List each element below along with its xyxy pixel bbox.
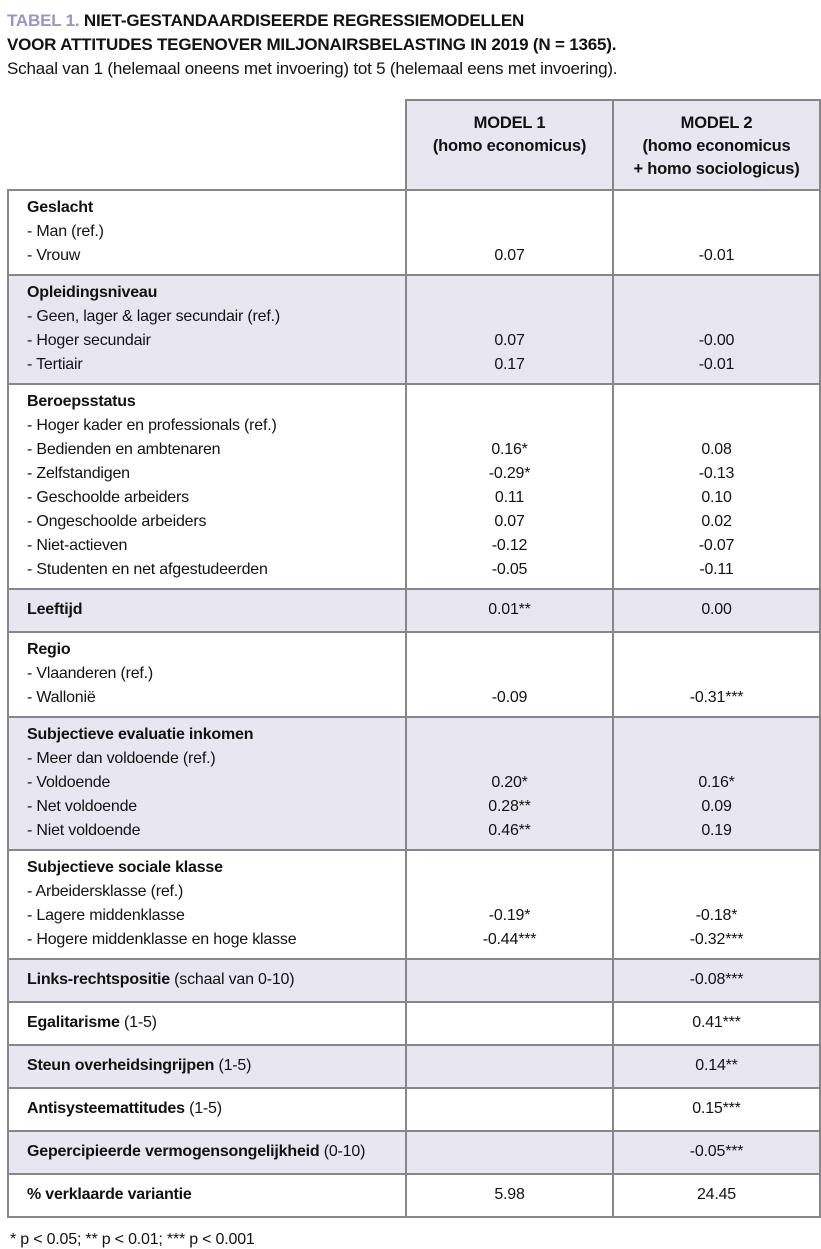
table-row xyxy=(8,1088,820,1131)
row-label-cell xyxy=(8,329,406,353)
row-label-cell xyxy=(8,275,406,305)
coefficient-cell-m1: 0.07 xyxy=(406,329,613,353)
table-row xyxy=(8,486,820,510)
row-label-bold: % verklaarde variantie xyxy=(27,1186,192,1203)
coefficient-cell-m2: 0.10 xyxy=(613,486,820,510)
coefficient-cell-m2: 0.16* xyxy=(613,771,820,795)
row-label-text: - Wallonië xyxy=(27,689,96,706)
row-label-cell xyxy=(8,1174,406,1217)
coefficient-cell-m1 xyxy=(406,662,613,686)
model1-subtitle: (homo economicus) xyxy=(432,137,587,155)
row-label-text: - Arbeidersklasse (ref.) xyxy=(27,883,184,900)
row-label-cell xyxy=(8,353,406,384)
coefficient-cell-m1: 0.16* xyxy=(406,438,613,462)
coefficient-cell-m2: 0.08 xyxy=(613,438,820,462)
row-label-cell xyxy=(8,414,406,438)
row-label-text: - Hoger secundair xyxy=(27,332,151,349)
coefficient-cell-m2 xyxy=(613,662,820,686)
table-row xyxy=(8,384,820,414)
coefficient-cell-m1 xyxy=(406,1088,613,1131)
row-label-text: - Meer dan voldoende (ref.) xyxy=(27,750,216,767)
row-label-bold: Gepercipieerde vermogensongelijkheid xyxy=(27,1143,320,1160)
coefficient-cell-m2 xyxy=(613,275,820,305)
row-label-cell xyxy=(8,305,406,329)
row-label-cell xyxy=(8,771,406,795)
coefficient-cell-m1 xyxy=(406,414,613,438)
row-label-cell xyxy=(8,959,406,1002)
table-row xyxy=(8,1174,820,1217)
coefficient-cell-m2 xyxy=(613,305,820,329)
row-label-text: - Lagere middenklasse xyxy=(27,907,185,924)
row-label-cell xyxy=(8,1088,406,1131)
regression-table xyxy=(7,99,821,1218)
table-title-block xyxy=(7,9,817,81)
coefficient-cell-m2: 0.14** xyxy=(613,1045,820,1088)
row-label-bold: Beroepsstatus xyxy=(27,393,136,410)
row-label-cell xyxy=(8,534,406,558)
row-label-cell xyxy=(8,1002,406,1045)
table-row xyxy=(8,558,820,589)
row-label-text: - Man (ref.) xyxy=(27,223,104,240)
row-label-cell xyxy=(8,717,406,747)
coefficient-cell-m2 xyxy=(613,717,820,747)
table-row xyxy=(8,1131,820,1174)
coefficient-cell-m2: 0.09 xyxy=(613,795,820,819)
table-row xyxy=(8,904,820,928)
table-row xyxy=(8,305,820,329)
row-label-cell xyxy=(8,486,406,510)
coefficient-cell-m1: 0.11 xyxy=(406,486,613,510)
row-label-text: - Vlaanderen (ref.) xyxy=(27,665,154,682)
coefficient-cell-m2: 24.45 xyxy=(613,1174,820,1217)
coefficient-cell-m2: 0.41*** xyxy=(613,1002,820,1045)
title-line-2: VOOR ATTITUDES TEGENOVER MILJONAIRSBELASTING IN 2019 (N = 1365). xyxy=(7,35,617,54)
coefficient-cell-m2: -0.01 xyxy=(613,353,820,384)
table-row xyxy=(8,510,820,534)
row-label-cell xyxy=(8,462,406,486)
row-label-bold: Leeftijd xyxy=(27,601,83,618)
significance-footnote: * p < 0.05; ** p < 0.01; *** p < 0.001 xyxy=(10,1231,255,1248)
table-row xyxy=(8,244,820,275)
row-label-text: - Studenten en net afgestudeerden xyxy=(27,561,268,578)
coefficient-cell-m1: 0.07 xyxy=(406,510,613,534)
row-label-cell xyxy=(8,850,406,880)
row-label-bold: Opleidingsniveau xyxy=(27,284,158,301)
coefficient-cell-m1: -0.19* xyxy=(406,904,613,928)
coefficient-cell-m1: -0.12 xyxy=(406,534,613,558)
model1-name: MODEL 1 xyxy=(473,114,546,132)
row-label-cell xyxy=(8,686,406,717)
coefficient-cell-m2 xyxy=(613,850,820,880)
coefficient-cell-m2 xyxy=(613,190,820,220)
row-label-text: - Tertiair xyxy=(27,356,83,373)
coefficient-cell-m2 xyxy=(613,220,820,244)
coefficient-cell-m1 xyxy=(406,305,613,329)
row-label-text: (1-5) xyxy=(214,1057,252,1074)
coefficient-cell-m1: -0.44*** xyxy=(406,928,613,959)
coefficient-cell-m1 xyxy=(406,1045,613,1088)
coefficient-cell-m1: 0.01** xyxy=(406,589,613,632)
table-body xyxy=(8,190,820,1217)
row-label-cell xyxy=(8,1045,406,1088)
coefficient-cell-m1: 0.07 xyxy=(406,244,613,275)
coefficient-cell-m1 xyxy=(406,747,613,771)
row-label-cell xyxy=(8,795,406,819)
row-label-bold: Links-rechtspositie xyxy=(27,971,170,988)
coefficient-cell-m1 xyxy=(406,190,613,220)
coefficient-cell-m2: -0.07 xyxy=(613,534,820,558)
row-label-text: (1-5) xyxy=(119,1014,157,1031)
title-subtitle: Schaal van 1 (helemaal oneens met invoering) tot 5 (helemaal eens met invoering). xyxy=(7,59,618,78)
model2-name: MODEL 2 xyxy=(680,114,753,132)
row-label-cell xyxy=(8,244,406,275)
coefficient-cell-m1: 5.98 xyxy=(406,1174,613,1217)
coefficient-cell-m2 xyxy=(613,880,820,904)
table-row xyxy=(8,414,820,438)
table-row xyxy=(8,717,820,747)
table-row xyxy=(8,632,820,662)
table-row xyxy=(8,662,820,686)
row-label-cell xyxy=(8,904,406,928)
coefficient-cell-m2: 0.15*** xyxy=(613,1088,820,1131)
row-label-text: - Niet voldoende xyxy=(27,822,141,839)
coefficient-cell-m1: 0.46** xyxy=(406,819,613,850)
table-row xyxy=(8,438,820,462)
table-row xyxy=(8,1002,820,1045)
table-row xyxy=(8,795,820,819)
row-label-cell xyxy=(8,220,406,244)
row-label-text: - Geen, lager & lager secundair (ref.) xyxy=(27,308,280,325)
coefficient-cell-m2: 0.19 xyxy=(613,819,820,850)
row-label-bold: Steun overheidsingrijpen xyxy=(27,1057,215,1074)
coefficient-cell-m2: -0.01 xyxy=(613,244,820,275)
coefficient-cell-m1 xyxy=(406,717,613,747)
coefficient-cell-m2 xyxy=(613,747,820,771)
row-label-text: (schaal van 0-10) xyxy=(169,971,295,988)
coefficient-cell-m2: -0.08*** xyxy=(613,959,820,1002)
table-row xyxy=(8,353,820,384)
coefficient-cell-m2: -0.18* xyxy=(613,904,820,928)
row-label-cell xyxy=(8,384,406,414)
row-label-text: - Net voldoende xyxy=(27,798,137,815)
row-label-text: - Bedienden en ambtenaren xyxy=(27,441,221,458)
row-label-text: - Niet-actieven xyxy=(27,537,128,554)
row-label-text: - Zelfstandigen xyxy=(27,465,130,482)
row-label-cell xyxy=(8,632,406,662)
table-row xyxy=(8,1045,820,1088)
table-row xyxy=(8,275,820,305)
coefficient-cell-m1 xyxy=(406,1002,613,1045)
table-row xyxy=(8,329,820,353)
model2-subtitle: (homo economicus xyxy=(642,137,791,155)
row-label-cell xyxy=(8,1131,406,1174)
row-label-text: - Voldoende xyxy=(27,774,111,791)
coefficient-cell-m1: 0.28** xyxy=(406,795,613,819)
coefficient-cell-m2: 0.02 xyxy=(613,510,820,534)
table-row xyxy=(8,220,820,244)
table-row xyxy=(8,850,820,880)
row-label-text: - Vrouw xyxy=(27,247,81,264)
coefficient-cell-m2 xyxy=(613,632,820,662)
title-text: NIET-GESTANDAARDISEERDE REGRESSIEMODELLEN xyxy=(79,11,525,30)
header-row xyxy=(8,100,820,190)
row-label-cell xyxy=(8,747,406,771)
coefficient-cell-m1 xyxy=(406,384,613,414)
row-label-cell xyxy=(8,438,406,462)
table-corner xyxy=(8,100,406,190)
row-label-bold: Antisysteemattitudes xyxy=(27,1100,185,1117)
coefficient-cell-m1 xyxy=(406,275,613,305)
coefficient-cell-m2: -0.32*** xyxy=(613,928,820,959)
table-row xyxy=(8,534,820,558)
row-label-text: - Ongeschoolde arbeiders xyxy=(27,513,207,530)
table-row xyxy=(8,771,820,795)
coefficient-cell-m2: -0.13 xyxy=(613,462,820,486)
table-row xyxy=(8,819,820,850)
coefficient-cell-m1 xyxy=(406,1131,613,1174)
row-label-bold: Geslacht xyxy=(27,199,93,216)
coefficient-cell-m1 xyxy=(406,880,613,904)
title-line-1 xyxy=(7,9,817,33)
table-row xyxy=(8,686,820,717)
row-label-cell xyxy=(8,928,406,959)
coefficient-cell-m1 xyxy=(406,632,613,662)
table-row xyxy=(8,880,820,904)
coefficient-cell-m1: -0.09 xyxy=(406,686,613,717)
coefficient-cell-m2: -0.11 xyxy=(613,558,820,589)
table-number: TABEL 1. xyxy=(7,11,80,30)
table-row xyxy=(8,747,820,771)
column-header-model2 xyxy=(613,100,820,190)
coefficient-cell-m1: -0.29* xyxy=(406,462,613,486)
coefficient-cell-m1: -0.05 xyxy=(406,558,613,589)
row-label-bold: Egalitarisme xyxy=(27,1014,120,1031)
row-label-cell xyxy=(8,819,406,850)
coefficient-cell-m2 xyxy=(613,414,820,438)
row-label-text: (1-5) xyxy=(184,1100,222,1117)
row-label-text: - Geschoolde arbeiders xyxy=(27,489,189,506)
model2-subtitle-2: + homo sociologicus) xyxy=(633,160,800,178)
coefficient-cell-m2: -0.05*** xyxy=(613,1131,820,1174)
row-label-cell xyxy=(8,558,406,589)
table-row xyxy=(8,928,820,959)
table-row xyxy=(8,959,820,1002)
row-label-text: - Hoger kader en professionals (ref.) xyxy=(27,417,277,434)
row-label-cell xyxy=(8,662,406,686)
coefficient-cell-m2: -0.00 xyxy=(613,329,820,353)
row-label-cell xyxy=(8,510,406,534)
coefficient-cell-m1: 0.20* xyxy=(406,771,613,795)
coefficient-cell-m2: -0.31*** xyxy=(613,686,820,717)
coefficient-cell-m2 xyxy=(613,384,820,414)
row-label-text: - Hogere middenklasse en hoge klasse xyxy=(27,931,297,948)
coefficient-cell-m1 xyxy=(406,220,613,244)
table-row xyxy=(8,190,820,220)
table-row xyxy=(8,589,820,632)
row-label-cell xyxy=(8,589,406,632)
row-label-text: (0-10) xyxy=(319,1143,366,1160)
coefficient-cell-m1: 0.17 xyxy=(406,353,613,384)
column-header-model1 xyxy=(406,100,613,190)
row-label-bold: Subjectieve evaluatie inkomen xyxy=(27,726,254,743)
row-label-bold: Subjectieve sociale klasse xyxy=(27,859,223,876)
row-label-cell xyxy=(8,880,406,904)
row-label-bold: Regio xyxy=(27,641,71,658)
table-row xyxy=(8,462,820,486)
coefficient-cell-m1 xyxy=(406,850,613,880)
coefficient-cell-m2: 0.00 xyxy=(613,589,820,632)
row-label-cell xyxy=(8,190,406,220)
coefficient-cell-m1 xyxy=(406,959,613,1002)
